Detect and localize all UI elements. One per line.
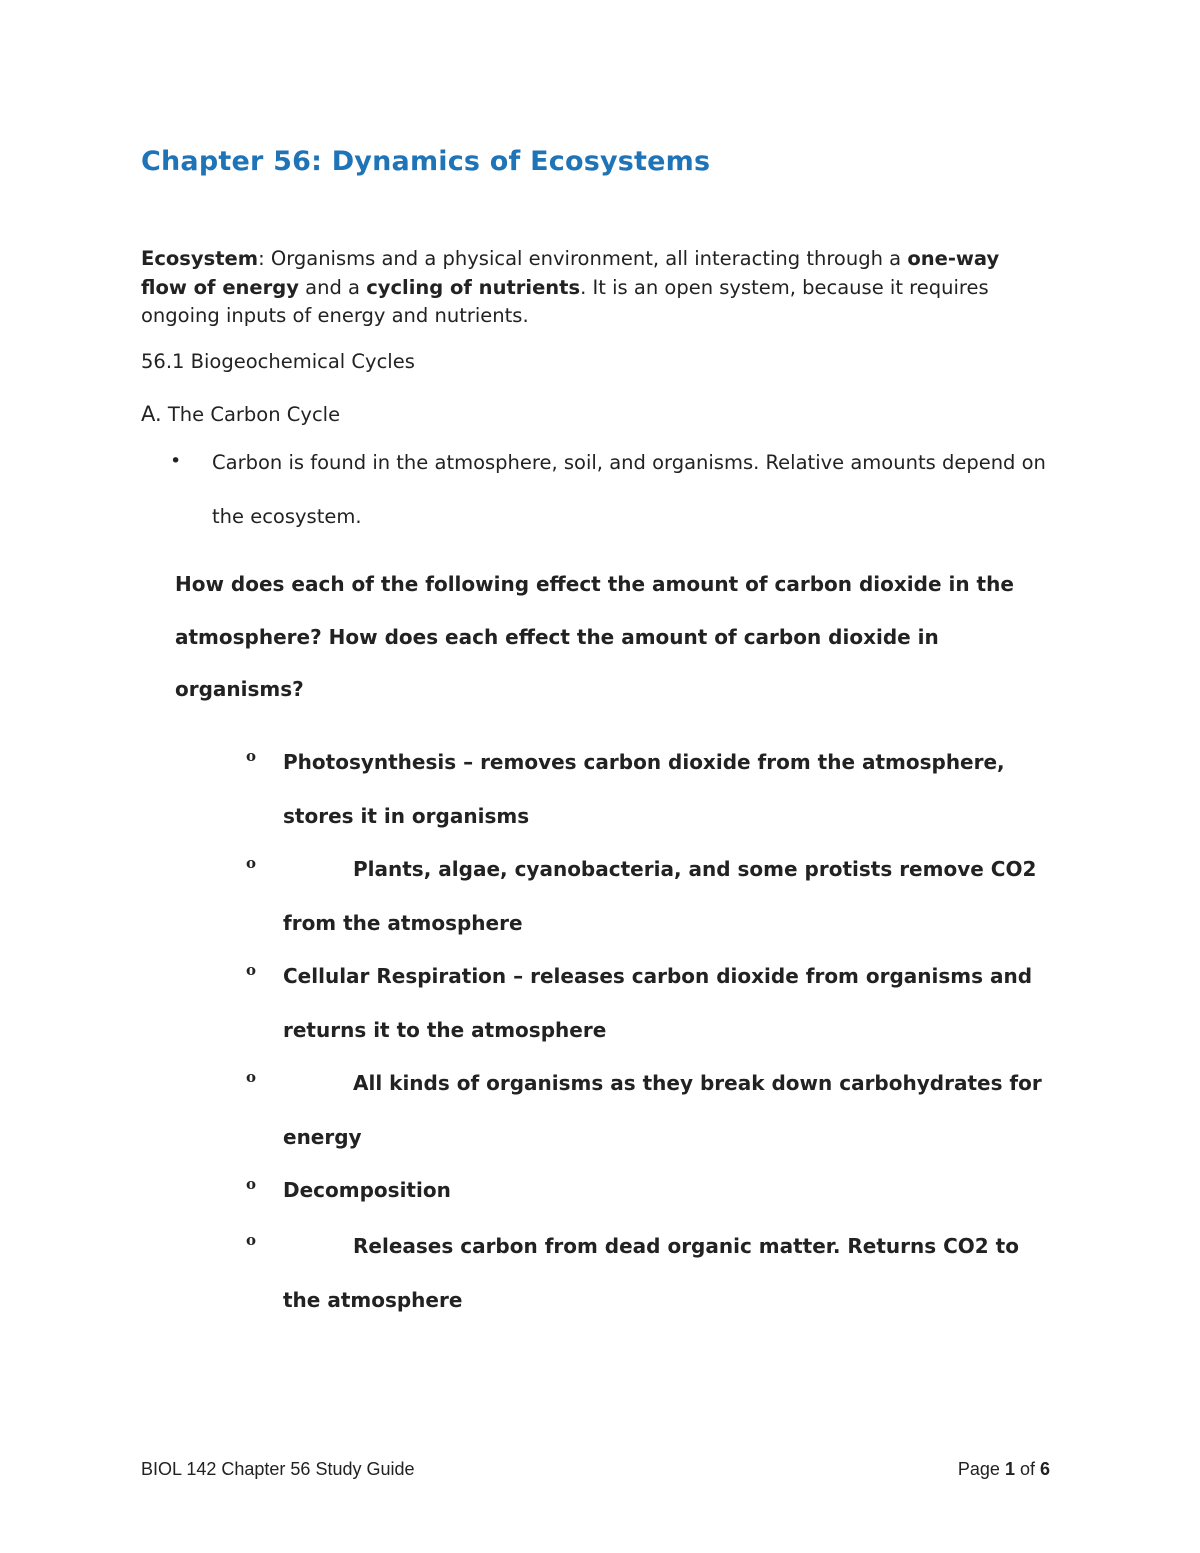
list-item-text-content: Plants, algae, cyanobacteria, and some protists remove CO2 from the atmosphere: [283, 857, 1037, 935]
bullet-icon: •: [170, 450, 182, 472]
list-item-text-content: Releases carbon from dead organic matter. Returns CO2 to the atmosphere: [283, 1234, 1019, 1312]
definition-text-1: : Organisms and a physical environment, all interacting through a: [258, 247, 908, 270]
list-marker: o: [246, 854, 257, 872]
page-label: Page: [957, 1459, 1005, 1479]
subsection-heading: [141, 402, 340, 426]
list-marker: o: [246, 961, 257, 979]
list-item-text: [283, 1056, 1063, 1164]
page-total: 6: [1039, 1459, 1050, 1479]
list-item-text: Decomposition: [283, 1178, 451, 1202]
list-marker: o: [246, 747, 257, 765]
definition-term: Ecosystem: [141, 247, 259, 270]
list-marker: o: [246, 1175, 257, 1193]
definition-bold-2: cycling of nutrients: [366, 275, 581, 299]
subsection-label: The Carbon Cycle: [161, 403, 341, 426]
list-item-text: [283, 1219, 1063, 1327]
subsection-letter: A.: [141, 402, 162, 426]
definition-bold-1: one-way flow of energy: [141, 247, 1000, 299]
list-item-text: [283, 842, 1063, 950]
page-title: Chapter 56: Dynamics of Ecosystems: [141, 146, 711, 177]
bullet-text: Carbon is found in the atmosphere, soil, and organisms. Relative amounts depend on the ecosystem.: [212, 451, 1046, 528]
list-item-text-content: All kinds of organisms as they break down carbohydrates for energy: [283, 1071, 1042, 1149]
definition-text-2: and a: [298, 275, 367, 299]
list-marker: o: [246, 1068, 257, 1086]
definition-text-3: . It is an open system, because it requires ongoing inputs of energy and nutrients.: [141, 275, 989, 327]
footer-title: BIOL 142 Chapter 56 Study Guide: [141, 1459, 415, 1479]
page-of: of: [1014, 1459, 1040, 1479]
ecosystem-definition: [141, 245, 1046, 331]
study-question: How does each of the following effect the amount of carbon dioxide in the atmosphere? How does each effect the amount of carbon dioxide in organisms?: [175, 572, 1014, 701]
list-item-text: Photosynthesis – removes carbon dioxide from the atmosphere, stores it in organisms: [283, 750, 1005, 828]
page-current: 1: [1004, 1459, 1015, 1479]
list-item-text: Cellular Respiration – releases carbon dioxide from organisms and returns it to the atmosphere: [283, 964, 1033, 1042]
section-heading: 56.1 Biogeochemical Cycles: [141, 350, 415, 373]
page-number: [958, 1459, 1050, 1480]
list-marker: o: [246, 1231, 257, 1249]
